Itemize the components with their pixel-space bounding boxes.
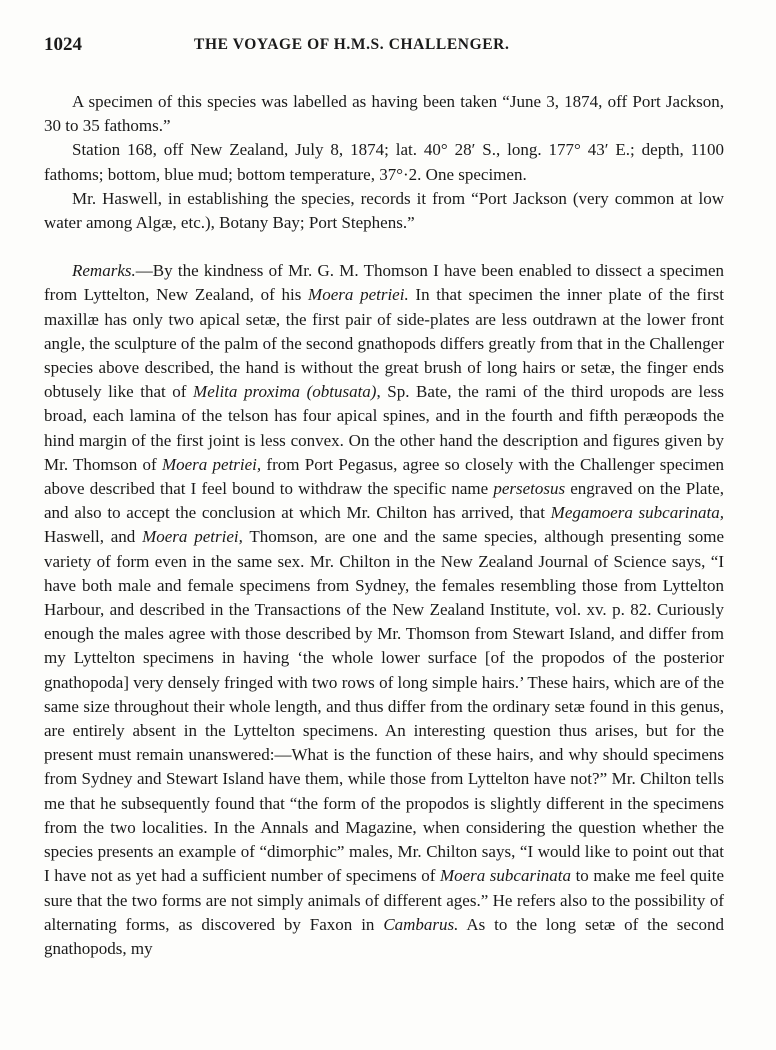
paragraph-specimen-label: A specimen of this species was labelled as having been taken “June 3, 1874, off Port Jackson, 30 to 35 fathoms.” bbox=[44, 92, 724, 136]
running-header bbox=[44, 34, 724, 60]
species-name: persetosus bbox=[493, 479, 566, 499]
remarks-heading: Remarks. bbox=[72, 261, 136, 281]
species-name: Moera petriei, bbox=[142, 527, 243, 547]
species-name: Melita proxima (obtusata) bbox=[193, 382, 377, 402]
species-name: Moera petriei, bbox=[161, 454, 262, 474]
text-run: engraved on the Plate, and also to accept the conclusion at which Mr. Chilton has arrived, that bbox=[44, 479, 724, 523]
paragraph-station: Station 168, off New Zealand, July 8, 1874; lat. 40° 28′ S., long. 177° 43′ E.; depth, 1100 fathoms; bottom, blue mud; bottom temperature, 37°·2. One specimen. bbox=[44, 140, 724, 184]
text-run: , Sp. Bate, the rami of the third uropods are less broad, each lamina of the telson has four apical spines, and in the fourth and fifth peræopods the hind margin of the first joint is less convex. On the other hand the description and figures given by Mr. Thomson of bbox=[44, 382, 724, 474]
text-run: Haswell, and bbox=[44, 527, 143, 547]
text-run: to make me feel quite sure that the two forms are not simply animals of different ages.” He refers also to the possibility of alternating forms, as discovered by Faxon in bbox=[44, 866, 725, 934]
species-name: Megamoera subcarinata, bbox=[550, 503, 724, 523]
paragraph-haswell: Mr. Haswell, in establishing the species, records it from “Port Jackson (very common at low water among Algæ, etc.), Botany Bay; Port Stephens.” bbox=[44, 188, 724, 233]
species-name: Moera petriei. bbox=[308, 285, 409, 305]
text-run: from Port Pegasus, agree so closely with the Challenger specimen above described that I feel bound to withdraw the specific name bbox=[44, 454, 725, 499]
running-title: THE VOYAGE OF H.M.S. CHALLENGER. bbox=[194, 36, 510, 53]
text-run: As to the long setæ of the second gnathopods, my bbox=[44, 914, 725, 958]
body-text bbox=[44, 90, 724, 961]
genus-name: Cambarus. bbox=[383, 914, 459, 934]
page-number: 1024 bbox=[44, 34, 82, 55]
text-run: —By the kindness of Mr. G. M. Thomson I have been enabled to dissect a specimen from Lyttelton, New Zealand, of his bbox=[44, 261, 724, 305]
text-run: In that specimen the inner plate of the first maxillæ has only two apical setæ, the first pair of side-plates are less outdrawn at the lower front angle, the sculpture of the palm of the second gnathopods differs greatly from that in the Challenger species above described, the hand is without the great brush of long hairs or setæ, the finger ends obtusely like that of bbox=[44, 285, 725, 402]
text-run: Thomson, are one and the same species, although presenting some variety of form even in the same sex. Mr. Chilton in the New Zealand Journal of Science says, “I have both male and female specimens from Sydney, the females resembling those from Lyttelton Harbour, and described in the Transactions of the New Zealand Institute, vol. xv. p. 82. Curiously enough the males agree with those described by Mr. Thomson from Stewart Island, and differ from my Lyttelton specimens in having ‘the whole lower surface [of the propodos of the posterior gnathopoda] very densely fringed with two rows of long simple hairs.’ These hairs, which are of the same size throughout their whole length, and thus differ from the ordinary setæ found in this genus, are entirely absent in the Lyttelton specimens. An interesting question thus arises, but for the present must remain unanswered:—What is the function of these hairs, and why should specimens from Sydney and Stewart Island have them, while those from Lyttelton have not?” Mr. Chilton tells me that he subsequently found that “the form of the propodos is slightly different in the specimens from the two localities. In the Annals and Magazine, when considering the question whether the species presents an example of “dimorphic” males, Mr. Chilton says, “I would like to point out that I have not as yet had a sufficient number of specimens of bbox=[44, 527, 724, 886]
paragraph-remarks bbox=[44, 259, 724, 961]
species-name: Moera subcarinata bbox=[439, 866, 572, 886]
